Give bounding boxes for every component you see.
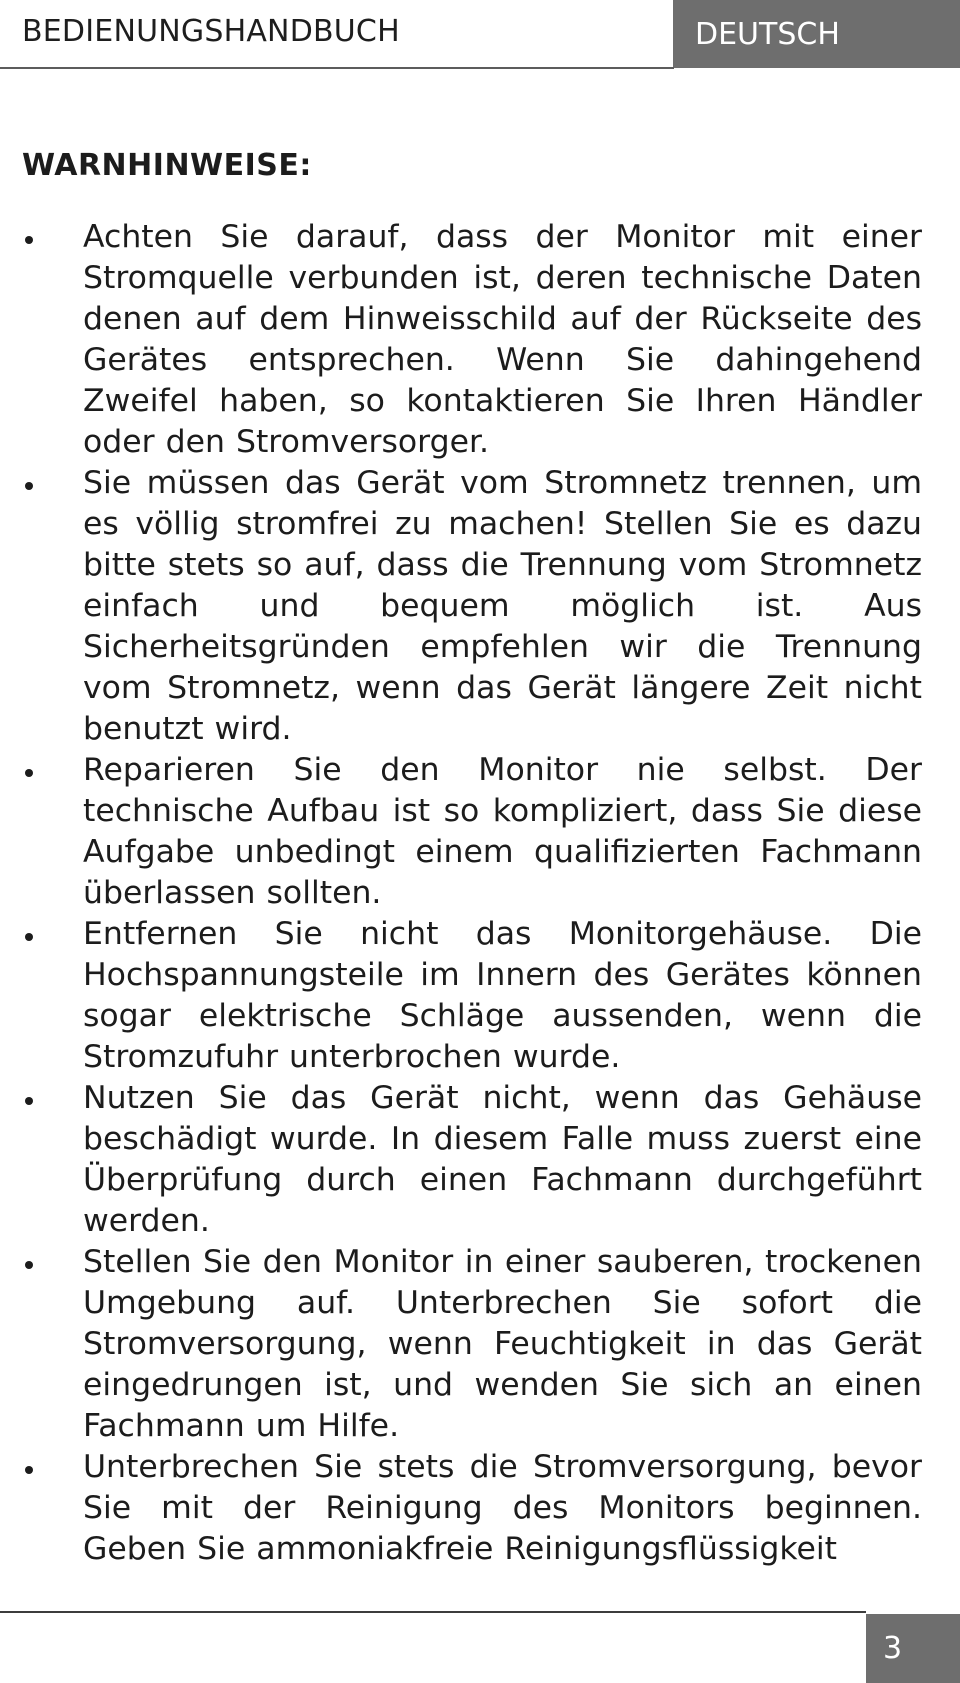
bullet-icon <box>25 1261 33 1269</box>
list-item <box>22 217 922 463</box>
warning-text: Achten Sie darauf, dass der Monitor mit einer Stromquelle verbunden ist, deren technische Daten denen auf dem Hinweisschild auf der Rückseite des Gerätes entsprechen. Wenn Sie dahingehend Zweifel haben, so kontaktieren Sie Ihren Händler oder den Stromversorger. <box>83 219 922 460</box>
page-number: 3 <box>866 1614 960 1683</box>
list-item <box>22 914 922 1078</box>
warning-text: Nutzen Sie das Gerät nicht, wenn das Gehäuse beschädigt wurde. In diesem Falle muss zuerst eine Überprüfung durch einen Fachmann durchgeführt werden. <box>83 1080 922 1239</box>
bullet-icon <box>25 769 33 777</box>
bullet-icon <box>25 1097 33 1105</box>
warning-text: Sie müssen das Gerät vom Stromnetz trennen, um es völlig stromfrei zu machen! Stellen Sie es dazu bitte stets so auf, dass die Trennung vom Stromnetz einfach und bequem möglich ist. Aus Sicherheitsgründen empfehlen wir die Trennung vom Stromnetz, wenn das Gerät längere Zeit nicht benutzt wird. <box>83 465 922 747</box>
list-item <box>22 1078 922 1242</box>
bullet-icon <box>25 1466 33 1474</box>
warning-text: Unterbrechen Sie stets die Stromversorgung, bevor Sie mit der Reinigung des Monitors beginnen. Geben Sie ammoniakfreie Reinigungsflüssigkeit <box>83 1449 922 1567</box>
section-heading: WARNHINWEISE: <box>22 148 312 183</box>
warnings-list <box>22 217 922 1570</box>
bullet-icon <box>25 482 33 490</box>
warning-text: Entfernen Sie nicht das Monitorgehäuse. Die Hochspannungsteile im Innern des Gerätes können sogar elektrische Schläge aussenden, wenn die Stromzufuhr unterbrochen wurde. <box>83 916 922 1075</box>
bullet-icon <box>25 933 33 941</box>
language-tab: DEUTSCH <box>673 0 960 68</box>
list-item <box>22 1447 922 1570</box>
warning-text: Stellen Sie den Monitor in einer sauberen, trockenen Umgebung auf. Unterbrechen Sie sofort die Stromversorgung, wenn Feuchtigkeit in das Gerät eingedrungen ist, und wenden Sie sich an einen Fachmann um Hilfe. <box>83 1244 922 1444</box>
warning-text: Reparieren Sie den Monitor nie selbst. Der technische Aufbau ist so kompliziert, dass Sie diese Aufgabe unbedingt einem qualifizierten Fachmann überlassen sollten. <box>83 752 922 911</box>
list-item <box>22 1242 922 1447</box>
header-divider <box>0 67 674 69</box>
footer-divider <box>0 1611 866 1613</box>
header-title: BEDIENUNGSHANDBUCH <box>22 14 400 49</box>
list-item <box>22 750 922 914</box>
list-item <box>22 463 922 750</box>
bullet-icon <box>25 236 33 244</box>
